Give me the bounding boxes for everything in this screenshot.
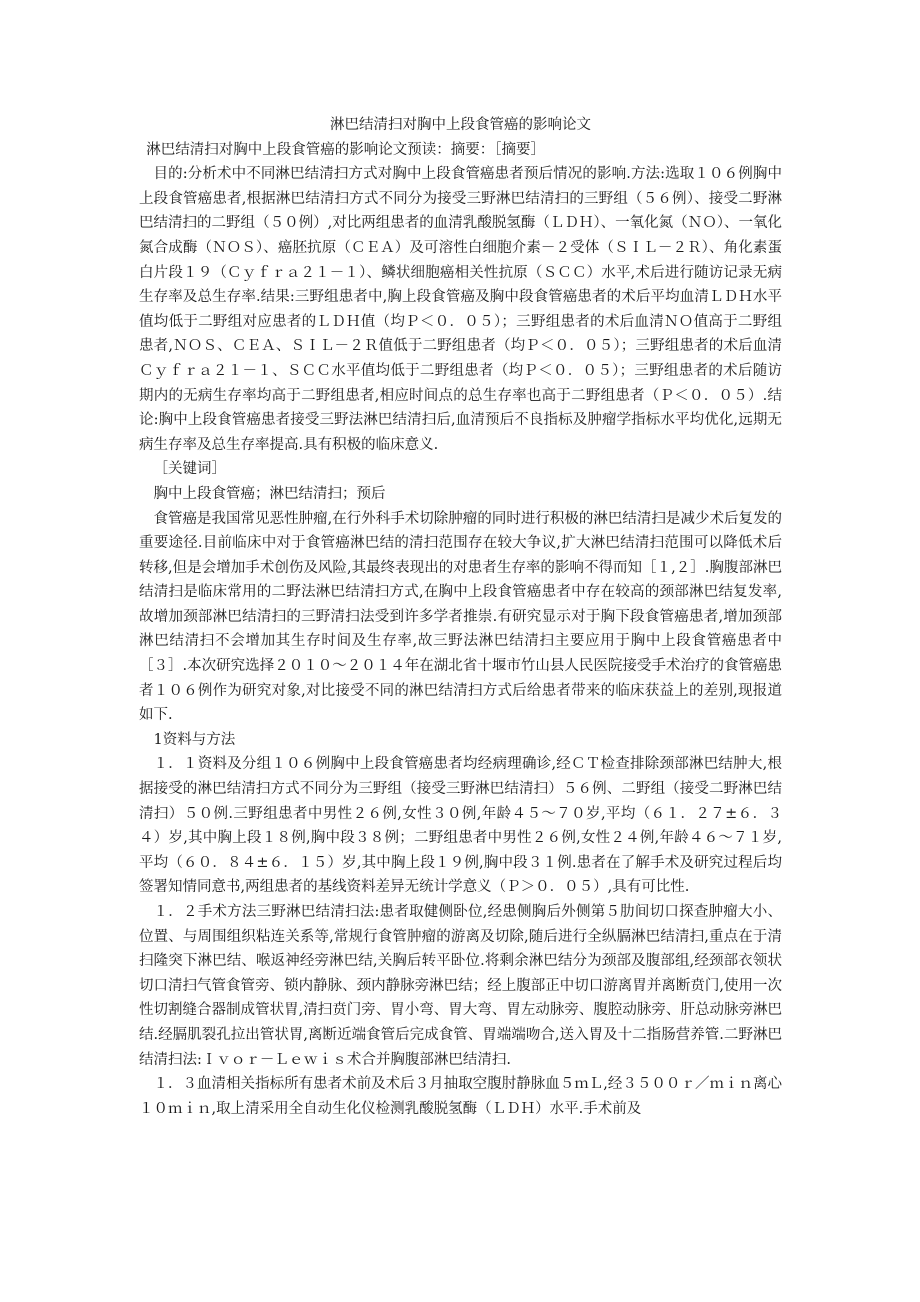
keywords-list: 胸中上段食管癌；淋巴结清扫；预后 xyxy=(153,485,386,502)
body-paragraph: １．２手术方法三野淋巴结清扫法:患者取健侧卧位,经患侧胸后外侧第５肋间切口探查肿瘤大小、位置、与周围组织粘连关系等,常规行食管肿瘤的游离及切除,随后进行全纵膈淋巴结清扫,重点在于清扫隆突下淋巴结、喉返神经旁淋巴结,关胸后转平卧位.将剩余淋巴结分为颈部及腹部组,经颈部衣领状切口清扫气管食管旁、锁内静脉、颈内静脉旁淋巴结；经上腹部正中切口游离胃并离断贲门,使用一次性切割缝合器制成管状胃,清扫贲门旁、胃小弯、胃大弯、胃左动脉旁、腹腔动脉旁、肝总动脉旁淋巴结.经膈肌裂孔拉出管状胃,离断近端食管后完成食管、胃端端吻合,送入胃及十二指肠营养管.二野淋巴结清扫法:Ｉｖｏｒ－Ｌｅｗｉｓ术合并胸腹部淋巴结清扫. xyxy=(139,904,782,1068)
document-title: 淋巴结清扫对胸中上段食管癌的影响论文 xyxy=(330,117,591,133)
body-paragraph: １．１资料及分组１０６例胸中上段食管癌患者均经病理确诊,经ＣＴ检查排除颈部淋巴结肿大,根据接受的淋巴结清扫方式不同分为三野组（接受三野淋巴结清扫）５６例、二野组（接受二野淋巴结清扫）５０例.三野组患者中男性２６例,女性３０例,年龄４５～７０岁,平均（６１．２７±６．３４）岁,其中胸上段１８例,胸中段３８例；二野组患者中男性２６例,女性２４例,年龄４６～７１岁,平均（６０．８４±６．１５）岁,其中胸上段１９例,胸中段３１例.患者在了解手术及研究过程后均签署知情同意书,两组患者的基线资料差异无统计学意义（Ｐ＞０．０５）,具有可比性. xyxy=(139,756,782,896)
section-heading: 1资料与方法 xyxy=(153,731,236,748)
body-paragraph: 食管癌是我国常见恶性肿瘤,在行外科手术切除肿瘤的同时进行积极的淋巴结清扫是减少术后复发的重要途径.目前临床中对于食管癌淋巴结的清扫范围存在较大争议,扩大淋巴结清扫范围可以降低术后转移,但是会增加手术创伤及风险,其最终表现出的对患者生存率的影响不得而知［１,２］.胸腹部淋巴结清扫是临床常用的二野法淋巴结清扫方式,在胸中上段食管癌患者中存在较高的颈部淋巴结复发率,故增加颈部淋巴结清扫的三野清扫法受到许多学者推崇.有研究显示对于胸下段食管癌患者,增加颈部淋巴结清扫不会增加其生存时间及生存率,故三野法淋巴结清扫主要应用于胸中上段食管癌患者中［３］.本次研究选择２０１０～２０１４年在湖北省十堰市竹山县人民医院接受手术治疗的食管癌患者１０６例作为研究对象,对比接受不同的淋巴结清扫方式后给患者带来的临床获益上的差别,现报道如下. xyxy=(139,510,782,724)
preview-line: 淋巴结清扫对胸中上段食管癌的影响论文预读：摘要：［摘要］ xyxy=(146,141,545,158)
body-paragraph: １．３血清相关指标所有患者术前及术后３月抽取空腹肘静脉血５ｍＬ,经３５００ｒ／ｍｉｎ离心１０ｍｉｎ,取上清采用全自动生化仪检测乳酸脱氢酶（ＬＤＨ）水平.手术前及 xyxy=(139,1076,782,1117)
abstract-paragraph: 目的:分析术中不同淋巴结清扫方式对胸中上段食管癌患者预后情况的影响.方法:选取１０６例胸中上段食管癌患者,根据淋巴结清扫方式不同分为接受三野淋巴结清扫的三野组（５６例）、接受二野淋巴结清扫的二野组（５０例）,对比两组患者的血清乳酸脱氢酶（ＬＤＨ）、一氧化氮（ＮＯ）、一氧化氮合成酶（ＮＯＳ）、癌胚抗原（ＣＥＡ）及可溶性白细胞介素－２受体（ＳＩＬ－２Ｒ）、角化素蛋白片段１９（Ｃｙｆｒａ２１－１）、鳞状细胞癌相关性抗原（ＳＣＣ）水平,术后进行随访记录无病生存率及总生存率.结果:三野组患者中,胸上段食管癌及胸中段食管癌患者的术后平均血清ＬＤＨ水平值均低于二野组对应患者的ＬＤＨ值（均Ｐ＜０．０５）；三野组患者的术后血清ＮＯ值高于二野组患者,ＮＯＳ、ＣＥＡ、ＳＩＬ－２Ｒ值低于二野组患者（均Ｐ＜０．０５）；三野组患者的术后血清Ｃｙｆｒａ２１－１、ＳＣＣ水平值均低于二野组患者（均Ｐ＜０．０５）；三野组患者的术后随访期内的无病生存率均高于二野组患者,相应时间点的总生存率也高于二野组患者（Ｐ＜０．０５）.结论:胸中上段食管癌患者接受三野法淋巴结清扫后,血清预后不良指标及肿瘤学指标水平均优化,远期无病生存率及总生存率提高.具有积极的临床意义. xyxy=(139,166,782,453)
keywords-heading: ［关键词］ xyxy=(153,461,226,478)
